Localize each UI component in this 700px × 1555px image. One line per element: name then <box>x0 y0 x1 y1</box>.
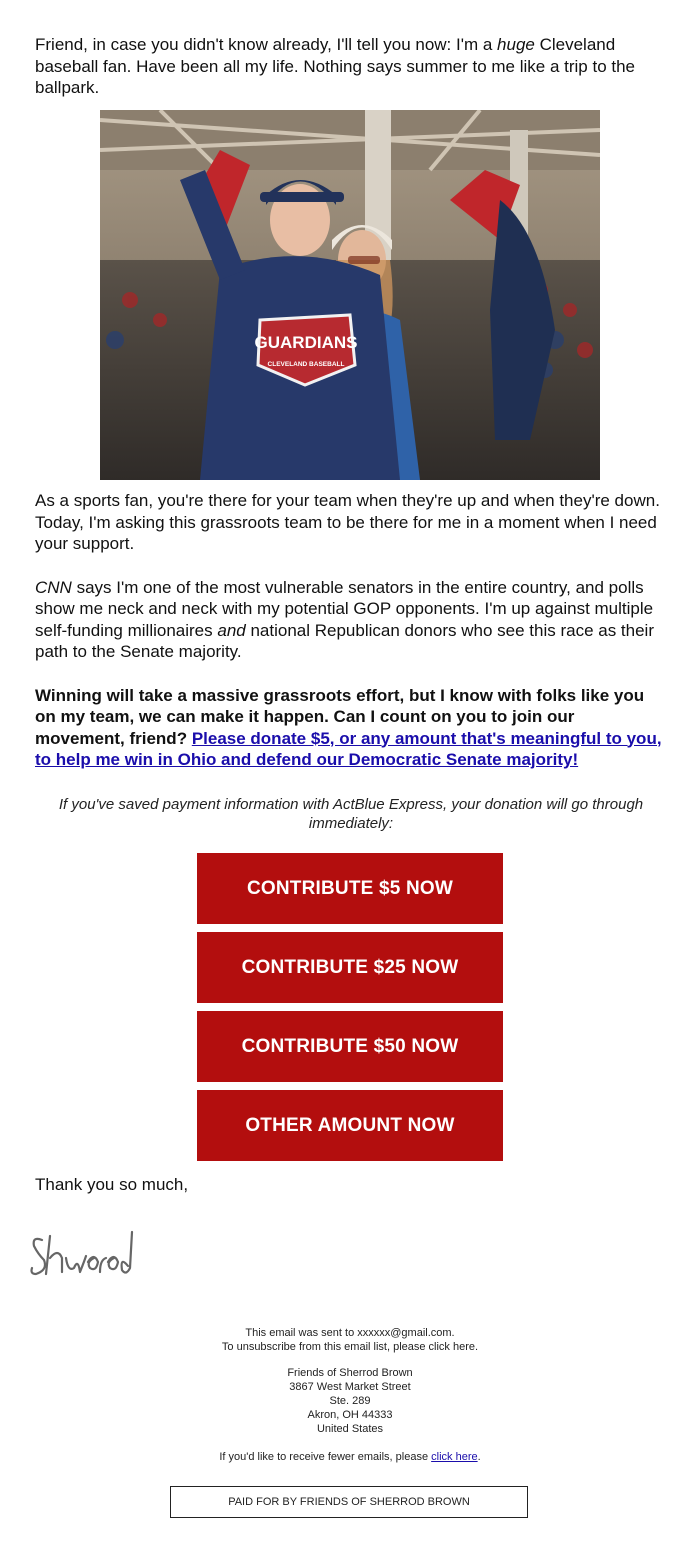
footer-sent-to: This email was sent to xxxxxx@gmail.com. <box>245 1327 455 1339</box>
footer-suite: Ste. 289 <box>329 1395 371 1407</box>
hoodie-logo-text: GUARDIANS <box>254 333 358 352</box>
intro-text-1: Friend, in case you didn't know already, I'll tell you now: I'm a <box>35 35 498 54</box>
vulnerable-paragraph <box>35 577 667 663</box>
fewer-emails-link[interactable]: click here <box>431 1451 478 1463</box>
intro-emphasis: huge <box>497 35 535 54</box>
vulnerable-text-1: says I'm one of the most vulnerable senators in the entire country, and polls show me neck and neck with my potential GOP opponents. I'm up against multiple self-funding millionaires <box>35 577 654 640</box>
footer-org-name: Friends of Sherrod Brown <box>287 1367 413 1379</box>
actblue-express-note: If you've saved payment information with ActBlue Express, your donation will go through immediately: <box>58 796 644 832</box>
email-body <box>35 34 667 121</box>
cnn-text: CNN <box>35 577 72 597</box>
donate-link[interactable]: Please donate $5, or any amount that's meaningful to you, to help me win in Ohio and defend our Democratic Senate majority! <box>35 728 662 769</box>
hoodie-logo-subtext: CLEVELAND BASEBALL <box>267 361 345 368</box>
fewer-emails-text: If you'd like to receive fewer emails, please <box>219 1451 432 1463</box>
footer-fewer-emails <box>0 1450 700 1464</box>
and-emphasis: and <box>217 620 246 640</box>
fewer-emails-suffix: . <box>477 1451 481 1463</box>
intro-text-2: Cleveland baseball fan. Have been all my life. Nothing says summer to me like a trip to the ballpark. <box>35 35 636 97</box>
signoff-text: Thank you so much, <box>35 1175 189 1194</box>
footer-street: 3867 West Market Street <box>289 1381 411 1393</box>
contribute-5-button[interactable]: CONTRIBUTE $5 NOW <box>197 853 503 924</box>
other-amount-button[interactable]: OTHER AMOUNT NOW <box>197 1090 503 1161</box>
email-body-lower <box>35 490 667 793</box>
ask-paragraph <box>35 685 667 771</box>
footer-city: Akron, OH 44333 <box>307 1409 393 1421</box>
ballpark-photo <box>100 110 600 480</box>
footer-unsubscribe[interactable]: To unsubscribe from this email list, please click here. <box>221 1341 479 1353</box>
vulnerable-text-2: national Republican donors who see this race as their path to the Senate majority. <box>35 620 654 661</box>
signature-image <box>28 1222 138 1282</box>
ask-text: Winning will take a massive grassroots effort, but I know with folks like you on my team, we can make it happen. Can I count on you to join our movement, friend? <box>35 685 645 748</box>
paid-for-disclaimer: PAID FOR BY FRIENDS OF SHERROD BROWN <box>170 1486 528 1518</box>
footer-country: United States <box>316 1423 384 1435</box>
intro-paragraph <box>35 34 667 99</box>
contribute-25-button[interactable]: CONTRIBUTE $25 NOW <box>197 932 503 1003</box>
sports-fan-paragraph: As a sports fan, you're there for your team when they're up and when they're down. Today, I'm asking this grassroots team to be there for me in a moment when I need your support. <box>35 491 660 553</box>
contribute-50-button[interactable]: CONTRIBUTE $50 NOW <box>197 1011 503 1082</box>
